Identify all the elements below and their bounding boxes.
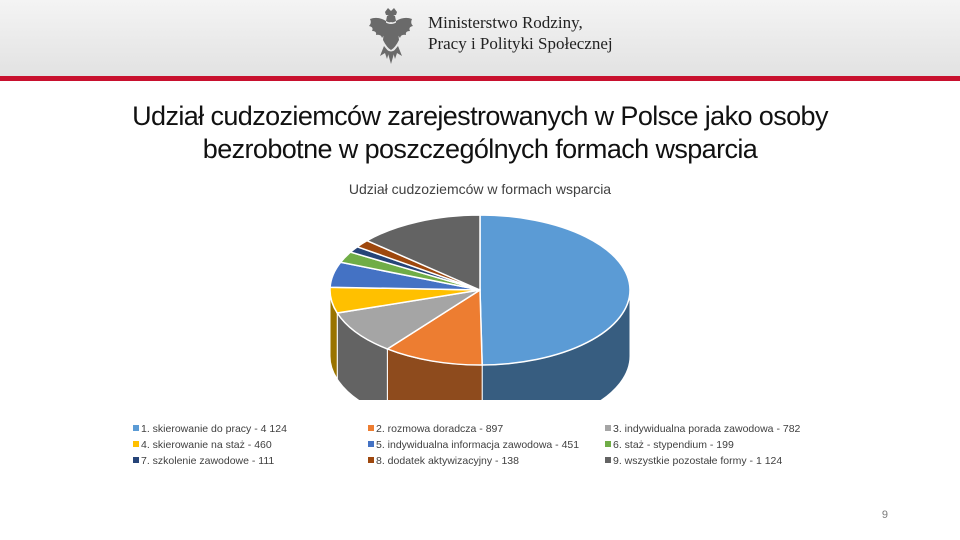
legend-label-1: 1. skierowanie do pracy - 4 124 (141, 423, 287, 435)
legend-label-9: 9. wszystkie pozostałe formy - 1 124 (613, 455, 783, 467)
legend-swatch-3 (605, 425, 611, 431)
legend-label-5: 5. indywidualna informacja zawodowa - 451 (376, 439, 580, 451)
slide-title-line-1: Udział cudzoziemców zarejestrowanych w Polsce jako osoby (132, 101, 828, 131)
ministry-line-1: Ministerstwo Rodziny, (428, 13, 583, 32)
legend-item-5 (368, 437, 579, 453)
legend-swatch-4 (133, 441, 139, 447)
pie-slices (330, 215, 630, 365)
chart-title: Udział cudzoziemców w formach wsparcia (348, 181, 612, 197)
legend-label-8: 8. dodatek aktywizacyjny - 138 (376, 455, 519, 467)
legend-item-9 (605, 453, 800, 469)
legend-swatch-9 (605, 457, 611, 463)
slide-title-line-2: bezrobotne w poszczególnych formach wsparcia (202, 134, 758, 164)
legend-item-2 (368, 421, 579, 437)
legend-swatch-6 (605, 441, 611, 447)
header-accent-line (0, 76, 960, 81)
legend-swatch-5 (368, 441, 374, 447)
slide-title (40, 100, 920, 166)
legend-column-2 (368, 421, 579, 469)
legend-label-6: 6. staż - stypendium - 199 (613, 439, 734, 451)
page-number: 9 (881, 509, 888, 521)
legend-item-1 (133, 421, 287, 437)
legend-swatch-2 (368, 425, 374, 431)
header-bar (0, 0, 960, 76)
polish-eagle-emblem (366, 6, 416, 68)
legend-label-3: 3. indywidualna porada zawodowa - 782 (613, 423, 801, 435)
ministry-name (428, 12, 613, 54)
legend-item-8 (368, 453, 579, 469)
legend-label-7: 7. szkolenie zawodowe - 111 (141, 455, 275, 467)
legend-item-7 (133, 453, 287, 469)
legend-column-3 (605, 421, 800, 469)
legend-item-4 (133, 437, 287, 453)
legend-label-4: 4. skierowanie na staż - 460 (141, 439, 272, 451)
legend-column-1 (133, 421, 287, 469)
legend-item-3 (605, 421, 800, 437)
legend-swatch-8 (368, 457, 374, 463)
legend-item-6 (605, 437, 800, 453)
legend-swatch-7 (133, 457, 139, 463)
ministry-line-2: Pracy i Polityki Społecznej (428, 34, 613, 53)
pie-chart (320, 210, 650, 400)
legend-swatch-1 (133, 425, 139, 431)
legend-label-2: 2. rozmowa doradcza - 897 (376, 423, 504, 435)
